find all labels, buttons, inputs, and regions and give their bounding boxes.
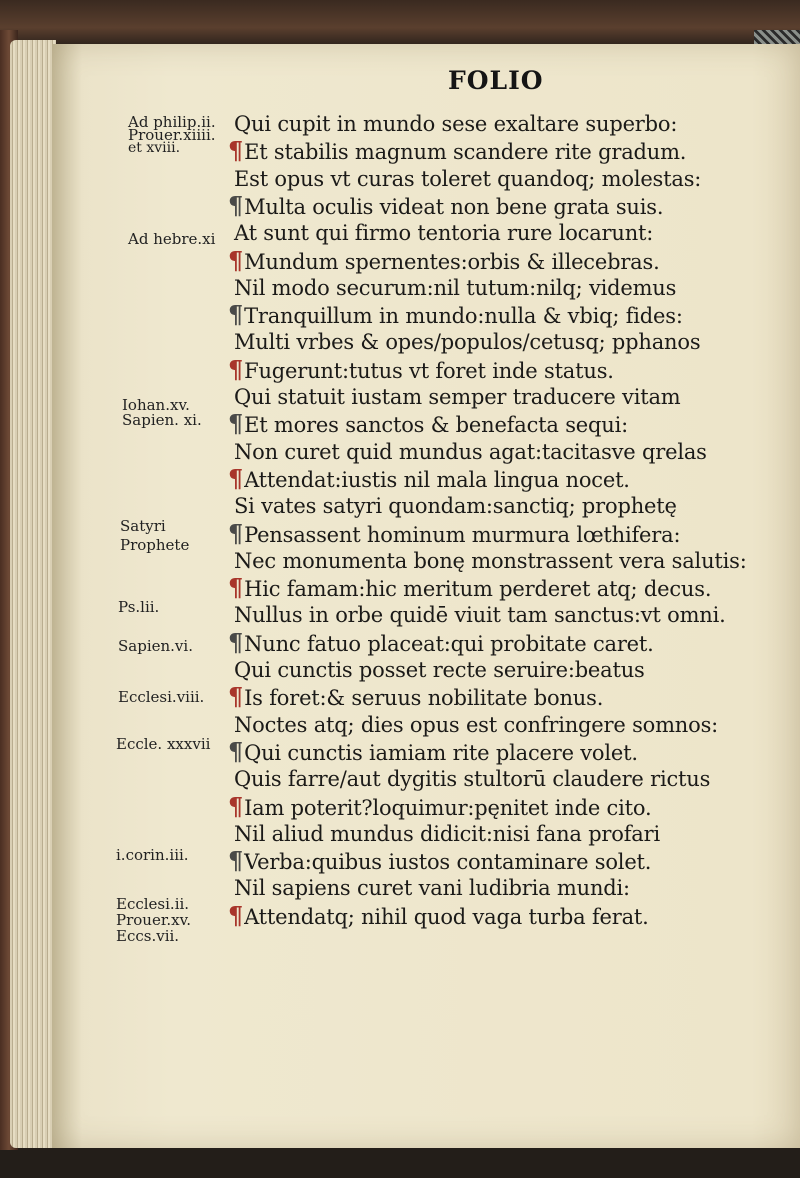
margin-note-line: Iohan.xv. xyxy=(122,396,190,414)
margin-note-eccle-xxxvii: Eccle. xxxvii xyxy=(116,735,211,753)
verse-line-text: Verba:quibus iustos contaminare solet. xyxy=(244,850,652,874)
verse-line-text: Nil aliud mundus didicit:nisi fana profari xyxy=(234,822,660,846)
folio-heading: FOLIO xyxy=(448,66,544,95)
margin-note-line: Ad philip.ii. xyxy=(128,113,216,131)
verse-line xyxy=(234,221,653,245)
verse-line-text: Qui cunctis posset recte seruire:beatus xyxy=(234,658,645,682)
verse-line-text: Multa oculis videat non bene grata suis. xyxy=(244,195,664,219)
verse-line xyxy=(234,276,676,300)
margin-note-iohan xyxy=(122,398,202,428)
verse-line-text: Et mores sanctos & benefacta sequi: xyxy=(244,413,628,437)
verse-line xyxy=(234,876,630,900)
verse-line xyxy=(234,167,701,191)
verse-line-text: Nullus in orbe quidē viuit tam sanctus:vt omni. xyxy=(234,603,726,627)
verse-line-text: Non curet quid mundus agat:tacitasve qrelas xyxy=(234,440,707,464)
margin-note-ps: Ps.lii. xyxy=(118,598,160,616)
verse-line xyxy=(234,385,680,409)
verse-line xyxy=(234,767,710,791)
margin-note-line: Ecclesi.ii. xyxy=(116,895,190,913)
margin-note-line: Prophete xyxy=(120,536,190,554)
verse-line xyxy=(228,246,660,275)
verse-line xyxy=(228,682,604,711)
verse-line-text: Attendatq; nihil quod vaga turba ferat. xyxy=(244,905,649,929)
pilcrow-icon: ¶ xyxy=(228,519,244,548)
verse-line-text: Qui statuit iustam semper traducere vitam xyxy=(234,385,681,409)
margin-note-line: Prouer.xv. xyxy=(116,911,192,929)
verse-line xyxy=(228,519,681,548)
pilcrow-icon: ¶ xyxy=(228,573,244,602)
pilcrow-icon: ¶ xyxy=(228,355,244,384)
margin-note-line: Prouer.xiiii. xyxy=(128,126,216,144)
book-cover-top-edge xyxy=(0,0,800,46)
verse-line-text: Qui cunctis iamiam rite placere volet. xyxy=(244,741,638,765)
verse-line-text: Attendat:iustis nil mala lingua nocet. xyxy=(244,468,630,492)
verse-line xyxy=(228,573,712,602)
page-edges xyxy=(10,40,56,1148)
verse-line xyxy=(228,191,664,220)
pilcrow-icon: ¶ xyxy=(228,136,244,165)
verse-line-text: Noctes atq; dies opus est confringere somnos: xyxy=(234,713,719,737)
verse-line xyxy=(234,112,677,136)
verse-line xyxy=(234,494,677,518)
verse-line xyxy=(228,792,652,821)
pilcrow-icon: ¶ xyxy=(228,792,244,821)
verse-line-text: Si vates satyri quondam:sanctiq; prophetę xyxy=(234,494,677,518)
verse-line xyxy=(228,464,630,493)
verse-line xyxy=(234,440,707,464)
margin-note-ecclesi-ii xyxy=(116,896,191,944)
verse-line-text: Nil sapiens curet vani ludibria mundi: xyxy=(234,876,630,900)
pilcrow-icon: ¶ xyxy=(228,628,244,657)
verse-line-text: Pensassent hominum murmura lœthifera: xyxy=(244,523,681,547)
margin-note-line: Sapien. xi. xyxy=(122,411,202,429)
verse-line xyxy=(228,846,652,875)
verse-line xyxy=(228,355,614,384)
margin-note-sapien-vi: Sapien.vi. xyxy=(118,637,193,655)
verse-line-text: Hic famam:hic meritum perderet atq; decus. xyxy=(244,577,712,601)
margin-note-line: et xviii. xyxy=(128,140,181,156)
verse-line-text: Iam poterit?loquimur:pęnitet inde cito. xyxy=(244,796,652,820)
verse-line-text: At sunt qui firmo tentoria rure locarunt: xyxy=(234,221,654,245)
verse-line xyxy=(228,409,628,438)
verse-line xyxy=(228,901,649,930)
verse-line-text: Quis farre/aut dygitis stultorū claudere rictus xyxy=(234,767,711,791)
pilcrow-icon: ¶ xyxy=(228,901,244,930)
verse-line-text: Nec monumenta bonę monstrassent vera salutis: xyxy=(234,549,747,573)
verse-line xyxy=(228,300,683,329)
verse-line xyxy=(228,628,654,657)
verse-line-text: Tranquillum in mundo:nulla & vbiq; fides: xyxy=(244,304,683,328)
verse-line-text: Est opus vt curas toleret quandoq; molestas: xyxy=(234,167,702,191)
verse-line xyxy=(234,658,645,682)
color-calibration-strip xyxy=(754,30,800,44)
margin-note-line: Satyri xyxy=(120,517,166,535)
verse-line xyxy=(234,822,660,846)
pilcrow-icon: ¶ xyxy=(228,737,244,766)
margin-note-line: Eccs.vii. xyxy=(116,927,180,945)
verse-line-text: Is foret:& seruus nobilitate bonus. xyxy=(244,686,604,710)
verse-line-text: Mundum spernentes:orbis & illecebras. xyxy=(244,250,660,274)
verse-line xyxy=(228,737,638,766)
pilcrow-icon: ¶ xyxy=(228,300,244,329)
margin-note-satyri xyxy=(120,515,189,552)
verse-line-text: Qui cupit in mundo sese exaltare superbo: xyxy=(234,112,678,136)
verse-line-text: Fugerunt:tutus vt foret inde status. xyxy=(244,359,614,383)
pilcrow-icon: ¶ xyxy=(228,409,244,438)
margin-note-ecclesi-viii: Ecclesi.viii. xyxy=(118,688,205,706)
verse-line xyxy=(234,549,747,573)
pilcrow-icon: ¶ xyxy=(228,246,244,275)
pilcrow-icon: ¶ xyxy=(228,682,244,711)
margin-note-hebre: Ad hebre.xi xyxy=(128,230,216,248)
verse-line xyxy=(234,603,726,627)
margin-note-philip xyxy=(128,113,216,156)
pilcrow-icon: ¶ xyxy=(228,846,244,875)
verse-line-text: Nunc fatuo placeat:qui probitate caret. xyxy=(244,632,654,656)
verse-line-text: Multi vrbes & opes/populos/cetusq; pphanos xyxy=(234,330,701,354)
verse-line xyxy=(228,136,687,165)
pilcrow-icon: ¶ xyxy=(228,464,244,493)
verse-line xyxy=(234,330,700,354)
verse-line xyxy=(234,713,718,737)
margin-note-corin: i.corin.iii. xyxy=(116,846,189,864)
verse-line-text: Nil modo securum:nil tutum:nilq; videmus xyxy=(234,276,677,300)
pilcrow-icon: ¶ xyxy=(228,191,244,220)
verse-line-text: Et stabilis magnum scandere rite gradum. xyxy=(244,140,687,164)
